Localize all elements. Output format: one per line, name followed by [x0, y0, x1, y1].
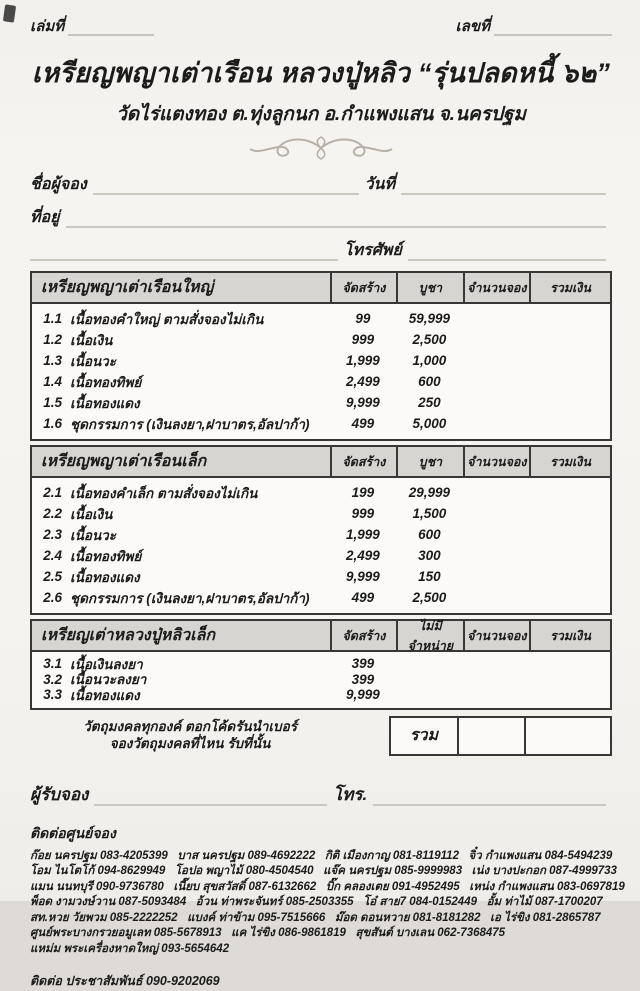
price-cell [396, 672, 462, 688]
qty-cell [463, 371, 529, 392]
address-blank [66, 212, 606, 228]
book-no-label: เล่มที่ [30, 18, 65, 35]
item-name: เนื้อทองแดง [70, 395, 140, 411]
table-row: 1.3 เนื้อนวะ 1,999 1,000 [32, 350, 610, 371]
item-name: เนื้อทองคำใหญ่ ตามสั่งจองไม่เกิน [70, 311, 264, 327]
flourish-ornament-icon [30, 134, 612, 164]
total-amount-blank [524, 718, 610, 754]
table-row: 2.4 เนื้อทองทิพย์ 2,499 300 [32, 545, 610, 566]
contact-line: โอม ไนโตโก้ 094-8629949 โอปอ พญาไม้ 080-4504540 แจ๊ค นครปฐม 085-9999983 เน่ง บางปะกอก 087-4999733 [30, 865, 617, 878]
table-row: 1.1 เนื้อทองคำใหญ่ ตามสั่งจองไม่เกิน 99 59,999 [32, 308, 610, 329]
table-big-coins-body [32, 304, 610, 439]
table-row: 1.5 เนื้อทองแดง 9,999 250 [32, 392, 610, 413]
table-row: 1.2 เนื้อเงิน 999 2,500 [32, 329, 610, 350]
scan-artifact [3, 4, 16, 22]
qty-cell [463, 350, 529, 371]
col-made: จัดสร้าง [342, 280, 386, 295]
item-name: เนื้อทองทิพย์ [70, 374, 142, 390]
phone-label: โทรศัพย์ [344, 242, 402, 259]
qty-cell [463, 587, 529, 608]
table-big-coins [30, 271, 612, 441]
date-label: วันที่ [364, 176, 395, 193]
serial-no-blank [494, 34, 612, 36]
contact-line: พ็อด งามวงษ์วาน 087-5093484 อ้วน ท่าพระจันทร์ 085-2503355 โอ๋ สาย7 084-0152449 อั้ม ท่าไม้ 087-1700207 [30, 896, 603, 909]
col-not-for-sale: ไม่มีจำหน่าย [407, 618, 454, 653]
total-cell [529, 587, 610, 608]
item-name: เนื้อนวะ [70, 527, 117, 543]
table-row: 3.1 เนื้อเงินลงยา 399 [32, 656, 610, 672]
table-row: 1.6 ชุดกรรมการ (เงินลงยา,ฝาบาตร,อัลปาก้า) 499 5,000 [32, 413, 610, 434]
name-date-row [30, 172, 612, 197]
qty-cell [463, 482, 529, 503]
item-name: เนื้อทองคำเล็ก ตามสั่งจองไม่เกิน [70, 485, 258, 501]
total-cell [529, 371, 610, 392]
qty-cell [463, 566, 529, 587]
table-row: 2.6 ชุดกรรมการ (เงินลงยา,ฝาบาตร,อัลปาก้า) 499 2,500 [32, 587, 610, 608]
qty-cell [463, 413, 529, 434]
serial-no-label: เลขที่ [455, 18, 490, 35]
receiver-phone-label: โทร. [333, 784, 368, 804]
qty-cell [463, 392, 529, 413]
phone-blank [408, 245, 606, 261]
total-cell [529, 672, 610, 688]
table-title: เหรียญพญาเต่าเรือนใหญ่ [41, 279, 214, 296]
table-lp-liu-small-header [32, 618, 610, 653]
col-qty: จำนวนจอง [467, 454, 527, 469]
qty-cell [463, 687, 529, 703]
price-cell [396, 687, 462, 703]
item-name: ชุดกรรมการ (เงินลงยา,ฝาบาตร,อัลปาก้า) [70, 590, 310, 606]
qty-cell [463, 503, 529, 524]
address-row [30, 205, 612, 230]
code-note-line1: วัตถุมงคลทุกองค์ ตอกโค้ดรันนำเบอร์ [83, 718, 297, 734]
table-row: 3.3 เนื้อทองแดง 9,999 [32, 687, 610, 703]
table-row: 2.3 เนื้อนวะ 1,999 600 [32, 524, 610, 545]
receiver-row [30, 781, 612, 808]
contact-header: ติดต่อศูนย์จอง [30, 824, 116, 841]
address-blank-2 [30, 245, 338, 261]
code-note-line2: จองวัตถุมงคลที่ไหน รับที่นั้น [109, 735, 271, 751]
col-price: บูชา [418, 454, 443, 469]
contact-line: ศูนย์พระบางกรวยอมูเลท 085-5678913 แค ไร่ขิง 086-9861819 สุขสันต์ บางเลน 062-7368475 [30, 927, 506, 940]
table-small-coins-body [32, 478, 610, 613]
qty-cell [463, 672, 529, 688]
col-total: รวมเงิน [550, 454, 591, 469]
total-cell [529, 524, 610, 545]
receiver-label: ผู้รับจอง [30, 784, 89, 804]
total-cell [529, 545, 610, 566]
top-number-row [30, 14, 612, 38]
total-cell [529, 656, 610, 672]
total-cell [529, 413, 610, 434]
table-big-coins-header [32, 273, 610, 304]
item-name: เนื้อเงินลงยา [70, 656, 143, 672]
total-cell [529, 503, 610, 524]
total-cell [529, 350, 610, 371]
book-no-blank [68, 34, 154, 36]
orderer-name-label: ชื่อผู้จอง [30, 176, 87, 193]
col-total: รวมเงิน [550, 628, 591, 643]
total-label: รวม [409, 727, 438, 744]
col-made: จัดสร้าง [342, 628, 386, 643]
table-row: 3.2 เนื้อนวะลงยา 399 [32, 672, 610, 688]
address-label: ที่อยู่ [30, 209, 60, 226]
table-row: 1.4 เนื้อทองทิพย์ 2,499 600 [32, 371, 610, 392]
table-row: 2.1 เนื้อทองคำเล็ก ตามสั่งจองไม่เกิน 199 29,999 [32, 482, 610, 503]
orderer-name-blank [93, 179, 359, 195]
col-price: บูชา [418, 280, 443, 295]
item-name: เนื้อนวะลงยา [70, 672, 147, 688]
contact-line: แมน นนทบุรี 090-9736780 เนี๊ยบ สุขสวัสดิ์ 087-6132662 บิ๊ก คลองเตย 091-4952495 เหน่ง กำแพงแสน 083-0697819 [30, 880, 625, 893]
table-small-coins-header [32, 447, 610, 478]
total-cell [529, 687, 610, 703]
total-qty-blank [457, 718, 525, 754]
page-title: เหรียญพญาเต่าเรือน หลวงปู่หลิว “รุ่นปลดหนี้ ๖๒” [31, 58, 611, 88]
qty-cell [463, 545, 529, 566]
item-name: เนื้อทองทิพย์ [70, 548, 142, 564]
price-cell [396, 656, 462, 672]
contact-line: แหม่ม พระเครื่องหาดใหญ่ 093-5654642 [30, 943, 230, 956]
col-qty: จำนวนจอง [467, 628, 527, 643]
total-cell [529, 482, 610, 503]
summary-row [30, 716, 612, 756]
table-title: เหรียญพญาเต่าเรือนเล็ก [41, 453, 207, 470]
col-total: รวมเงิน [550, 280, 591, 295]
code-note [30, 716, 350, 756]
table-title: เหรียญเต่าหลวงปู่หลิวเล็ก [41, 627, 216, 644]
contact-line: ก๊อย นครปฐม 083-4205399 บาส นครปฐม 089-4692222 กิติ เมืองกาญ 081-8119112 จิ๋ว กำแพงแสน 084-5494239 [30, 849, 613, 862]
table-lp-liu-small [30, 619, 612, 710]
total-cell [529, 308, 610, 329]
contact-line: สท.หวย วัยพวม 085-2222252 แบงค์ ท่าข้าม 095-7515666 ม๊อด ดอนหวาย 081-8181282 เอ ไร่ขิง 081-2865787 [30, 911, 601, 924]
receiver-phone-blank [373, 790, 606, 806]
item-name: ชุดกรรมการ (เงินลงยา,ฝาบาตร,อัลปาก้า) [70, 416, 310, 432]
col-made: จัดสร้าง [342, 454, 386, 469]
total-cell [529, 329, 610, 350]
table-row: 2.5 เนื้อทองแดง 9,999 150 [32, 566, 610, 587]
total-cell [529, 392, 610, 413]
pr-contact: ติดต่อ ประชาสัมพันธ์ 090-9202069 [30, 973, 220, 988]
item-name: เนื้อทองแดง [70, 569, 140, 585]
total-cell [529, 566, 610, 587]
table-small-coins [30, 445, 612, 615]
qty-cell [463, 308, 529, 329]
date-blank [401, 179, 606, 195]
qty-cell [463, 656, 529, 672]
contact-list [30, 849, 625, 958]
table-row: 2.2 เนื้อเงิน 999 1,500 [32, 503, 610, 524]
receiver-blank [94, 790, 327, 806]
col-qty: จำนวนจอง [467, 280, 527, 295]
item-name: เนื้อนวะ [70, 353, 117, 369]
item-name: เนื้อทองแดง [70, 687, 140, 703]
order-fields [30, 172, 612, 263]
table-lp-liu-small-body [32, 652, 610, 708]
qty-cell [463, 329, 529, 350]
qty-cell [463, 524, 529, 545]
page-subtitle: วัดไร่แตงทอง ต.ทุ่งลูกนก อ.กำแพงแสน จ.นครปฐม [116, 104, 526, 125]
item-name: เนื้อเงิน [70, 506, 113, 522]
grand-total-box [389, 716, 612, 756]
item-name: เนื้อเงิน [70, 332, 113, 348]
phone-row [30, 238, 612, 263]
